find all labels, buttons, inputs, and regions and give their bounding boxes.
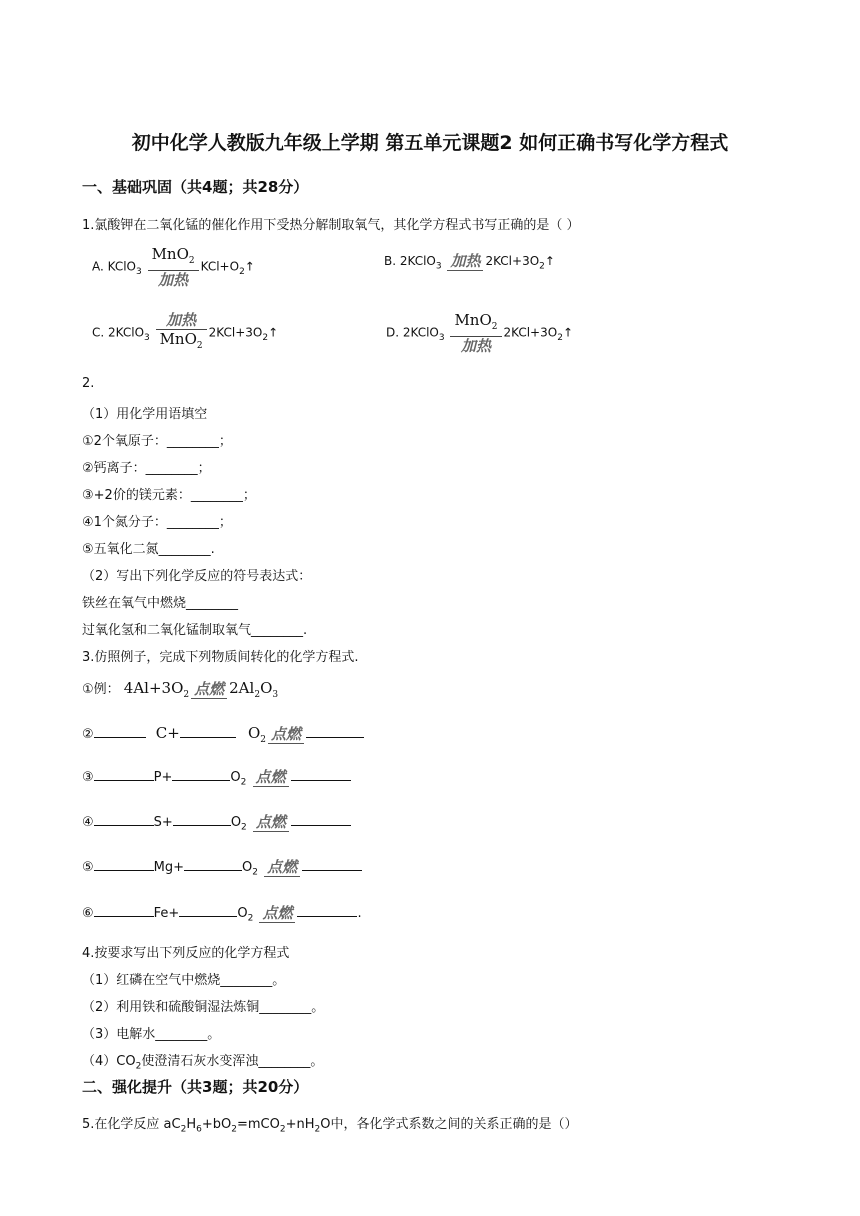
subscript: 3: [136, 266, 142, 277]
ignite-condition: 点燃: [191, 680, 227, 699]
q2-item3: ③+2价的镁元素：________；: [82, 488, 256, 503]
gas-arrow-icon: ↑: [244, 259, 255, 274]
q3-stem: 3.仿照例子，完成下列物质间转化的化学方程式.: [82, 650, 359, 665]
answer-blank[interactable]: [306, 725, 364, 738]
q3-line3: ③ $P+ O_2$ 点燃: [82, 768, 351, 788]
answer-blank[interactable]: [291, 813, 351, 826]
q2-item5: ⑤五氧化二氮________.: [82, 542, 215, 557]
example-label: ①例：: [82, 682, 120, 697]
ignite-condition: 点燃: [253, 768, 289, 787]
ignite-condition: 点燃: [259, 904, 295, 923]
q2-number: 2.: [82, 376, 95, 391]
q1-stem: 1.氯酸钾在二氧化锰的催化作用下受热分解制取氧气，其化学方程式书写正确的是（ ）: [82, 218, 580, 233]
answer-blank[interactable]: [94, 904, 154, 917]
q3-line5: ⑤ $Mg+ O_2$ 点燃: [82, 858, 362, 878]
q1-option-c: C. 2KClO$_3$ $\frac{\text{加热}}{MnO_2}$ $2KCl+3O_2↑$: [92, 312, 278, 354]
q2-reaction2: 过氧化氢和二氧化锰制取氧气________.: [82, 623, 308, 638]
answer-blank[interactable]: [172, 768, 230, 781]
q5-stem: 5.在化学反应 $aC_2H_6+bO_2=mCO_2+nH_2O$中，各化学式系数之间的关系正确的是（）: [82, 1117, 578, 1135]
section-heading-advanced: 二、强化提升（共3题；共20分）: [82, 1078, 309, 1096]
heat-label: 加热: [158, 271, 189, 289]
q3-line2: ② $C+ O_2$ 点燃: [82, 724, 364, 745]
gas-arrow-icon: ↑: [562, 325, 573, 340]
q1-option-a: A. KClO$_3$ $\frac{MnO_2}{\text{加热}}$ $KCl+O_2↑$: [92, 245, 255, 289]
option-a-suffix: KCl+O: [200, 259, 240, 274]
q2-reaction1: 铁丝在氧气中燃烧________: [82, 596, 239, 611]
q4-item3: （3）电解水________。: [82, 1027, 221, 1042]
q4-stem: 4.按要求写出下列反应的化学方程式: [82, 946, 290, 961]
document-title: 初中化学人教版九年级上学期 第五单元课题2 如何正确书写化学方程式: [131, 132, 729, 154]
reaction-condition: [450, 312, 501, 354]
answer-blank[interactable]: [94, 858, 154, 871]
reaction-condition: [148, 246, 199, 288]
reaction-condition: [447, 252, 483, 271]
q3-line6: ⑥ $Fe+ O_2$ 点燃 .: [82, 904, 362, 924]
reaction-condition: [156, 312, 207, 354]
ignite-condition: 点燃: [253, 813, 289, 832]
q4-item2: （2）利用铁和硫酸铜湿法炼铜________。: [82, 1000, 325, 1015]
answer-blank[interactable]: [302, 858, 362, 871]
catalyst-label: MnO$_2$: [159, 330, 203, 351]
catalyst-label: MnO$_2$: [148, 246, 199, 271]
option-d-suffix: 2KCl+3O: [503, 325, 558, 340]
gas-arrow-icon: ↑: [544, 254, 555, 268]
q2-part1: （1）用化学用语填空: [82, 407, 208, 422]
heat-label: 加热: [460, 337, 491, 355]
answer-blank[interactable]: [94, 813, 154, 826]
example-left: $4Al+3O_2$: [123, 679, 190, 700]
answer-blank[interactable]: [173, 813, 231, 826]
option-b-suffix: 2KCl+3O: [485, 254, 540, 268]
q3-line4: ④ $S+ O_2$ 点燃: [82, 813, 351, 833]
heat-label: 加热: [447, 252, 483, 271]
q2-item1: ①2个氧原子：________；: [82, 434, 232, 449]
answer-blank[interactable]: [179, 904, 237, 917]
q2-part2: （2）写出下列化学反应的符号表达式：: [82, 569, 312, 584]
answer-blank[interactable]: [291, 768, 351, 781]
gas-arrow-icon: ↑: [268, 325, 279, 340]
answer-blank[interactable]: [180, 725, 236, 738]
catalyst-label: MnO$_2$: [450, 312, 501, 337]
option-c-prefix: C. 2KClO: [92, 325, 145, 340]
answer-blank[interactable]: [94, 768, 154, 781]
q1-option-d: D. 2KClO$_3$ $\frac{MnO_2}{\text{加热}}$ $2KCl+3O_2↑$: [386, 311, 573, 355]
q4-item4: $(4)CO_2$使澄清石灰水变浑浊________。: [82, 1054, 324, 1072]
example-right: $2Al_2O_3$: [229, 679, 279, 700]
ignite-condition: 点燃: [264, 858, 300, 877]
option-d-prefix: D. 2KClO: [386, 325, 439, 340]
answer-blank[interactable]: [297, 904, 357, 917]
q2-item2: ②钙离子：________；: [82, 461, 211, 476]
heat-label: 加热: [156, 312, 207, 330]
option-b-prefix: B. 2KClO: [384, 254, 436, 268]
q2-item4: ④1个氮分子：________；: [82, 515, 232, 530]
answer-blank[interactable]: [94, 725, 146, 738]
q1-option-b: B. 2KClO$_3$ 加热 $2KCl+3O_2↑$: [384, 252, 555, 272]
q4-item1: （1）红磷在空气中燃烧________。: [82, 973, 286, 988]
option-a-prefix: A. KClO: [92, 259, 136, 274]
q3-example: [82, 678, 278, 700]
ignite-condition: 点燃: [268, 725, 304, 744]
answer-blank[interactable]: [184, 858, 242, 871]
section-heading-basic: 一、基础巩固（共4题；共28分）: [82, 178, 309, 196]
option-c-suffix: 2KCl+3O: [208, 325, 263, 340]
